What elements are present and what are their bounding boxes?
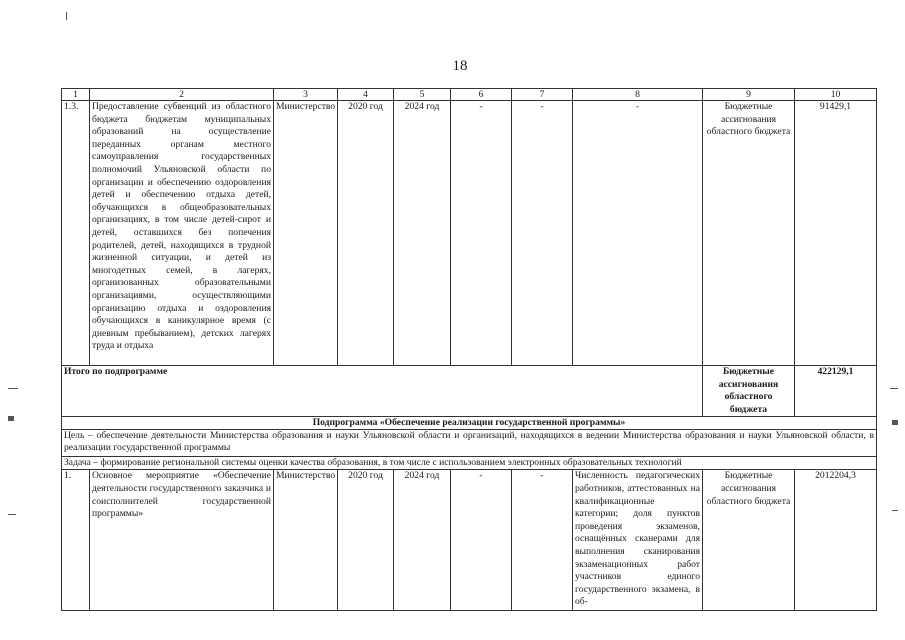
scan-artifact [8,416,14,421]
funding-amount: 91429,1 [795,101,877,366]
column-header: 10 [795,89,877,101]
row-number: 1.3. [62,101,90,366]
column-header: 5 [394,89,451,101]
column-header: 3 [274,89,338,101]
funding-source: Бюджетные ассигнования областного бюджета [703,470,795,611]
page-number: 18 [452,58,468,74]
column-header: 1 [62,89,90,101]
column-header-row [62,89,877,101]
start-year: 2020 год [338,101,394,366]
column-header: 8 [573,89,703,101]
row-number: 1. [62,470,90,611]
cell-col6: - [451,101,512,366]
end-year: 2024 год [394,470,451,611]
cell-col7: - [512,101,573,366]
column-header: 7 [512,89,573,101]
scan-artifact [8,388,18,389]
scan-artifact [892,420,898,425]
cell-col8: - [573,101,703,366]
subprogram-title: Подпрограмма «Обеспечение реализации государственной программы» [62,417,877,430]
subprogram-title-row [62,417,877,430]
task-row [62,457,877,470]
scan-artifact [892,510,898,511]
executor: Министерство [274,101,338,366]
target-indicators: Численность педагогических работников, аттестованных на квалификационные категории; доля пунктов проведения экзаменов, оснащённых сканерами для выполнения сканирования экзаменационных работ участников единого государственного экзамена, в об- [573,470,703,611]
total-amount: 422129,1 [795,366,877,417]
cell-col6: - [451,470,512,611]
goal-row [62,430,877,457]
funding-amount: 2012204,3 [795,470,877,611]
funding-source: Бюджетные ассигнования областного бюджета [703,101,795,366]
table-row [62,101,877,366]
scan-artifact [8,514,16,515]
total-label: Итого по подпрограмме [62,366,703,417]
total-funding-source: Бюджетные ассигнования областного бюджета [703,366,795,417]
program-table [61,88,877,611]
scan-artifact [890,388,898,389]
column-header: 2 [90,89,274,101]
column-header: 9 [703,89,795,101]
column-header: 4 [338,89,394,101]
task-text: Задача – формирование региональной системы оценки качества образования, в том числе с использованием электронных образовательных технологий [62,457,877,470]
scan-artifact [66,12,67,20]
end-year: 2024 год [394,101,451,366]
activity-description: Предоставление субвенций из областного бюджета бюджетам муниципальных образований на осуществление переданных органам местного самоуправления государственных полномочий Ульяновской области по организации и обеспечению оздоровления детей и обеспечению отдыха детей, обучающихся в общеобразовательных организациях, в том числе детей-сирот и детей, оставшихся без попечения родителей, детей, находящихся в трудной жизненной ситуации, и детей из многодетных семей, в лагерях, организованных образовательными организациями, осуществляющими организацию отдыха и оздоровления обучающихся в каникулярное время (с дневным пребыванием), детских лагерях труда и отдыха [90,101,274,366]
table-row [62,470,877,611]
cell-col7: - [512,470,573,611]
goal-text: Цель – обеспечение деятельности Министерства образования и науки Ульяновской области и организаций, находящихся в ведении Министерства образования и науки Ульяновской области, в реализации государственной программы [62,430,877,457]
executor: Министерство [274,470,338,611]
column-header: 6 [451,89,512,101]
start-year: 2020 год [338,470,394,611]
activity-description: Основное мероприятие «Обеспечение деятельности государственного заказчика и соисполнителей государственной программы» [90,470,274,611]
total-row [62,366,877,417]
